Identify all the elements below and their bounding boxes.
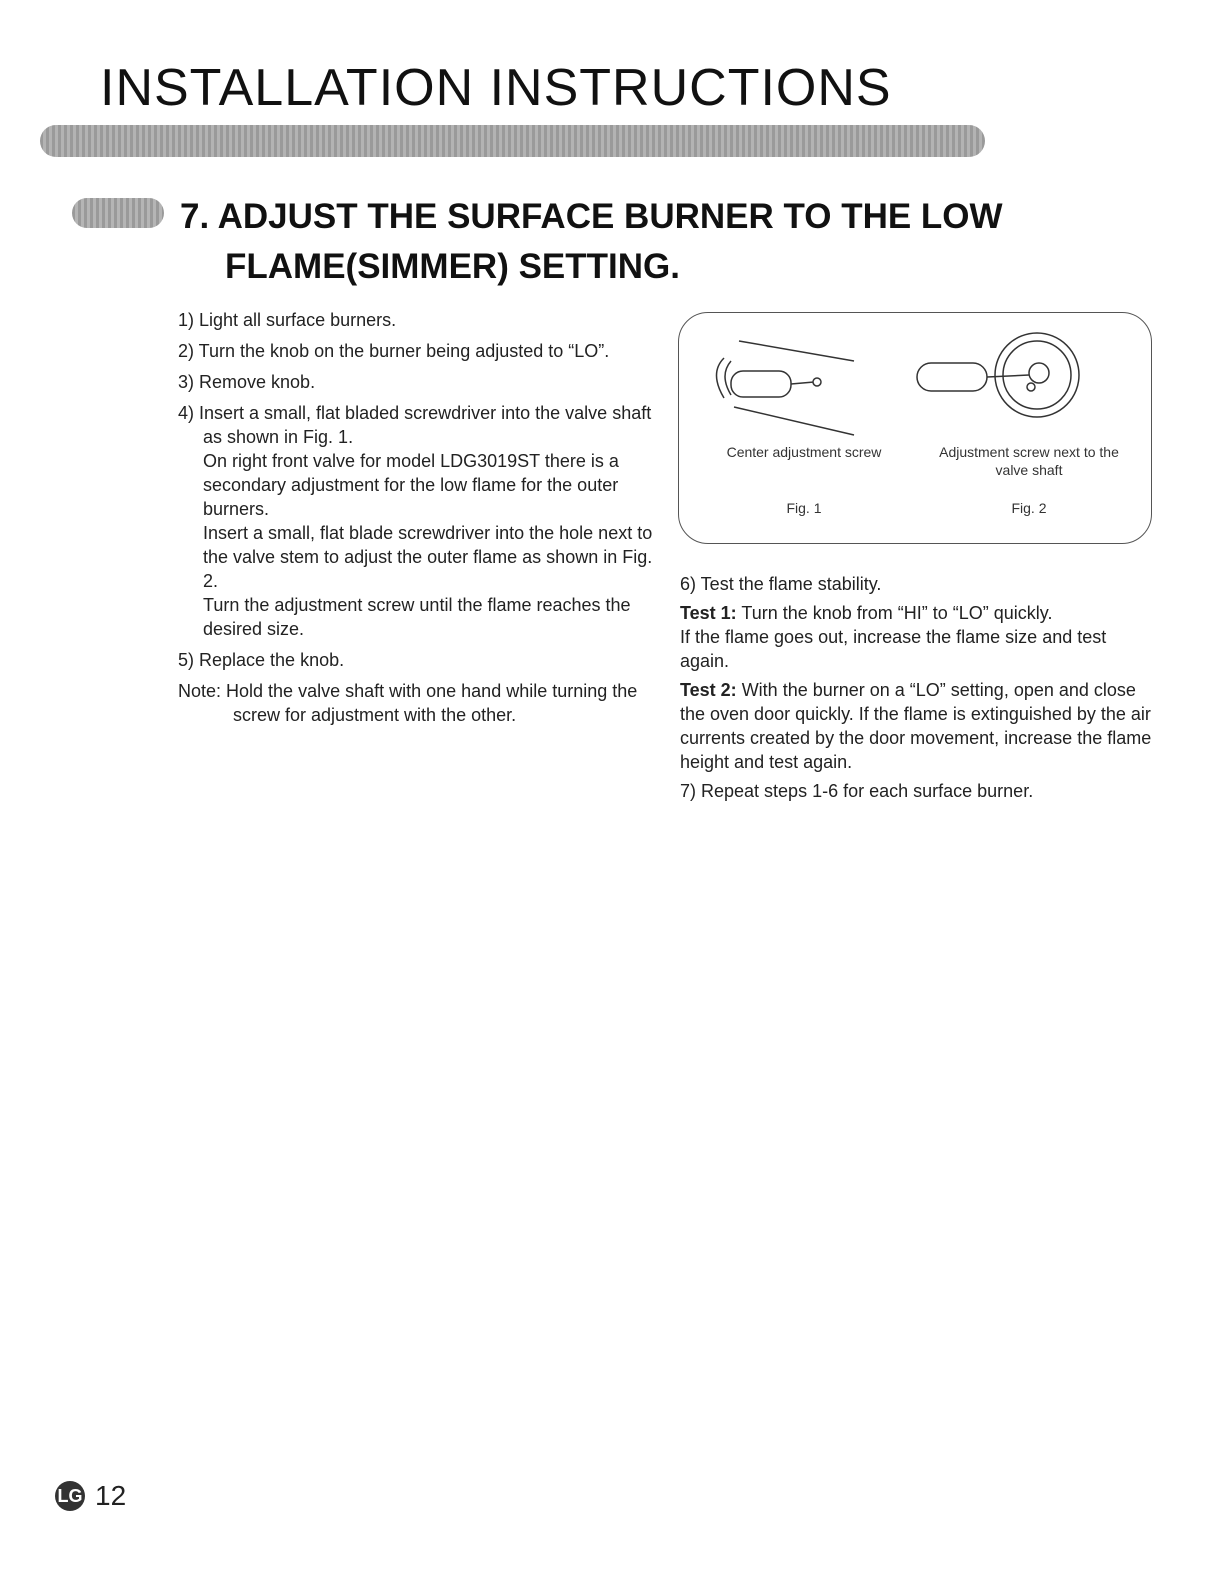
- page-footer: [55, 1480, 126, 1512]
- step-4-text: 4) Insert a small, flat bladed screwdriver into the valve shaft as shown in Fig. 1.: [178, 403, 652, 447]
- step-item: 2) Turn the knob on the burner being adjusted to “LO”.: [178, 341, 610, 361]
- step-item: 3) Remove knob.: [178, 372, 316, 392]
- fig1-label: Fig. 1: [786, 500, 822, 516]
- fig2-caption: Adjustment screw next to the valve shaft: [939, 444, 1119, 478]
- test-1-follow: If the flame goes out, increase the flame size and test again.: [680, 627, 1107, 671]
- fig2-label: Fig. 2: [1011, 500, 1047, 516]
- fig1-screwdriver-illustration: [717, 341, 855, 435]
- section-heading: [180, 192, 1060, 292]
- step-4-extra-1: On right front valve for model LDG3019ST there is a secondary adjustment for the low flame for the outer burners.: [203, 451, 619, 519]
- test-2: [680, 678, 1160, 774]
- fig1-caption: Center adjustment screw: [726, 444, 882, 460]
- section-heading-line2: FLAME(SIMMER) SETTING.: [225, 247, 680, 286]
- step-4-extra-2: Insert a small, flat blade screwdriver into the hole next to the valve stem to adjust the outer flame as shown in Fig. 2.: [203, 523, 653, 591]
- step-4-extra-3: Turn the adjustment screw until the flame reaches the desired size.: [203, 595, 631, 639]
- test-2-text: With the burner on a “LO” setting, open and close the oven door quickly. If the flame is extinguished by the air currents created by the door movement, increase the flame height and test again.: [680, 680, 1152, 772]
- note-text: Note: Hold the valve shaft with one hand while turning the screw for adjustment with the other.: [178, 681, 638, 725]
- lg-logo-icon: LG: [55, 1481, 85, 1511]
- step-item: 5) Replace the knob.: [178, 650, 345, 670]
- right-column-text: [680, 572, 1160, 808]
- page-title: INSTALLATION INSTRUCTIONS: [100, 59, 892, 117]
- step-item: [178, 401, 658, 641]
- section-heading-line1: 7. ADJUST THE SURFACE BURNER TO THE LOW: [180, 197, 1003, 236]
- test-1-label: Test 1:: [680, 603, 737, 623]
- test-2-label: Test 2:: [680, 680, 737, 700]
- page-number: 12: [95, 1480, 127, 1511]
- fig2-screwdriver-illustration: [917, 333, 1079, 417]
- step-item: 1) Light all surface burners.: [178, 310, 397, 330]
- figure-panel: [678, 312, 1152, 544]
- step-7: 7) Repeat steps 1-6 for each surface burner.: [680, 781, 1034, 801]
- steps-list: [178, 308, 658, 734]
- section-marker: [72, 198, 164, 228]
- test-1-text: Turn the knob from “HI” to “LO” quickly.: [736, 603, 1053, 623]
- title-divider-bar: [40, 125, 985, 157]
- step-6: 6) Test the flame stability.: [680, 574, 882, 594]
- test-1: [680, 601, 1160, 673]
